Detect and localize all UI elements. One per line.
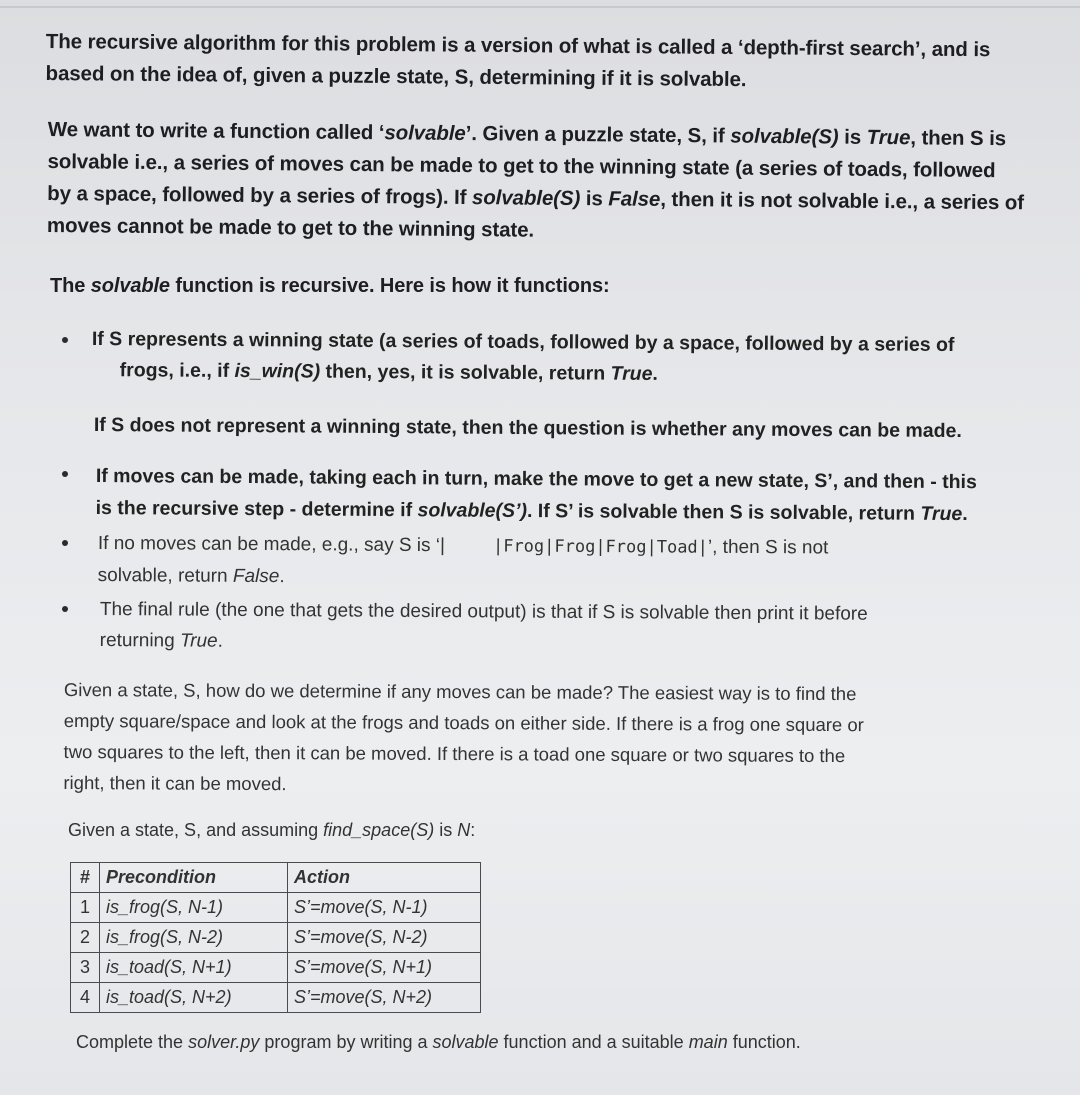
table-row: 2 is_frog(S, N-2) S’=move(S, N-2): [71, 923, 481, 953]
bullet-dot-1: [62, 337, 68, 343]
want-line-1: We want to write a function called ‘solvable’. Given a puzzle state, S, if solvable(S) is True, then S is: [47, 117, 1007, 151]
given-paragraph: [63, 674, 864, 802]
table-header-row: [71, 863, 481, 893]
bullet-4-line-1: The final rule (the one that gets the desired output) is that if S is solvable then print it before: [99, 598, 868, 625]
intro-paragraph: [45, 26, 990, 98]
want-line-4: moves cannot be made to get to the winning state.: [46, 213, 535, 242]
want-line-3: by a space, followed by a series of frogs). If solvable(S) is False, then it is not solvable i.e., a series of: [47, 181, 1025, 215]
given-line-2: empty square/space and look at the frogs and toads on either side. If there is a frog one square or: [63, 709, 864, 736]
not-win-text: If S does not represent a winning state, then the question is whether any moves can be made.: [93, 413, 962, 443]
table-row: 1 is_frog(S, N-1) S’=move(S, N-1): [71, 893, 481, 923]
bullet-1-line-1: If S represents a winning state (a series of toads, followed by a space, followed by a series of: [91, 327, 955, 357]
intro-line-1: The recursive algorithm for this problem is a version of what is called a ‘depth-first search’, and is: [45, 29, 991, 62]
want-line-2: solvable i.e., a series of moves can be made to get to the winning state (a series of toads, followed: [47, 149, 996, 183]
given-line-4: right, then it can be moved.: [63, 771, 287, 795]
move-rules-table: [70, 862, 481, 1013]
bullet-1-line-2: frogs, i.e., if is_win(S) then, yes, it is solvable, return True.: [119, 359, 658, 385]
bullet-3-line-1: If no moves can be made, e.g., say S is ‘| |Frog|Frog|Frog|Toad|’, then S is not: [97, 532, 829, 559]
bullet-3: [98, 528, 829, 595]
bullet-1: [92, 324, 955, 392]
top-divider: [0, 6, 1080, 8]
recursive-intro: The solvable function is recursive. Here is how it functions:: [50, 275, 610, 297]
assume-text: Given a state, S, and assuming find_space(S) is N:: [68, 820, 476, 840]
bullet-dot-3: [62, 540, 68, 546]
table-row: 4 is_toad(S, N+2) S’=move(S, N+2): [71, 983, 481, 1013]
intro-line-2: based on the idea of, given a puzzle state, S, determining if it is solvable.: [45, 61, 747, 92]
bullet-dot-4: [62, 606, 68, 612]
given-line-1: Given a state, S, how do we determine if any moves can be made? The easiest way is to find the: [63, 678, 857, 705]
table-row: 3 is_toad(S, N+1) S’=move(S, N+1): [71, 953, 481, 983]
bullet-2-line-2: is the recursive step - determine if solvable(S’). If S’ is solvable then S is solvable, return True.: [95, 496, 968, 526]
bullet-2-line-1: If moves can be made, taking each in turn, make the move to get a new state, S’, and then - this: [95, 464, 977, 494]
header-action: Action: [288, 863, 481, 893]
bullet-2: [96, 460, 977, 530]
header-number: #: [71, 863, 100, 893]
header-precondition: Precondition: [100, 863, 288, 893]
bullet-4-line-2: returning True.: [99, 629, 224, 652]
final-instruction: Complete the solver.py program by writing a solvable function and a suitable main function.: [76, 1032, 801, 1052]
bullet-3-line-2: solvable, return False.: [97, 564, 285, 588]
bullet-4: [100, 594, 868, 661]
given-line-3: two squares to the left, then it can be moved. If there is a toad one square or two squares to the: [63, 740, 846, 767]
want-paragraph: [47, 114, 1025, 251]
bullet-dot-2: [62, 471, 68, 477]
